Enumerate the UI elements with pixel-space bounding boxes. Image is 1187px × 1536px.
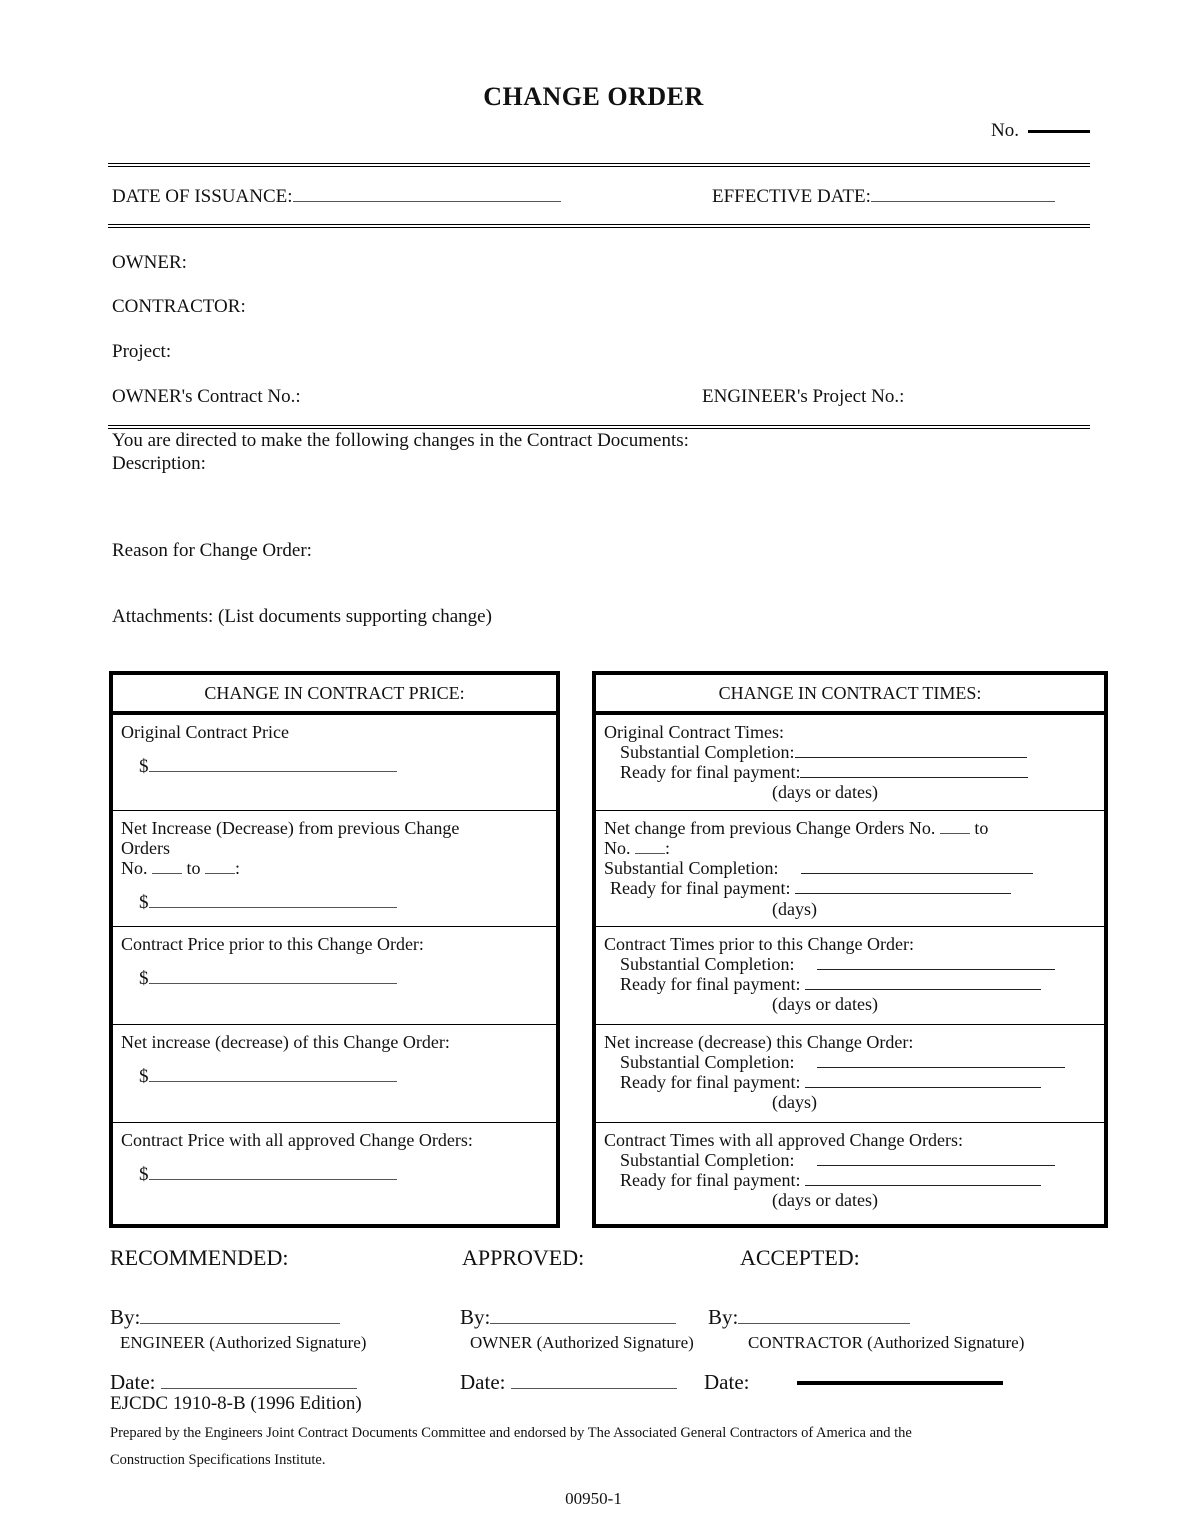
- change-order-number-label: No.: [991, 120, 1019, 141]
- page-number: 00950-1: [565, 1489, 622, 1508]
- price-row-title: Original Contract Price: [121, 722, 289, 742]
- final-payment-field[interactable]: [604, 878, 1104, 898]
- owner-label: OWNER:: [112, 252, 187, 273]
- by-label: By:: [460, 1305, 491, 1329]
- date-label: Date:: [704, 1370, 750, 1394]
- table-row: [596, 927, 1104, 1025]
- no-label: No.: [121, 858, 148, 879]
- price-amount-input[interactable]: [149, 757, 397, 772]
- table-row: [113, 811, 556, 927]
- table-row: [596, 1123, 1104, 1221]
- final-payment-input[interactable]: [805, 1073, 1041, 1088]
- final-payment-label: Ready for final payment:: [620, 974, 801, 995]
- body-divider: [108, 425, 1090, 429]
- price-row-title-cont: Orders: [121, 838, 170, 859]
- price-row-title: Net Increase (Decrease) from previous Change: [121, 818, 460, 838]
- price-row-amount-field[interactable]: [139, 756, 556, 777]
- times-row-units: (days): [772, 1092, 817, 1113]
- colon: :: [665, 838, 671, 859]
- times-row-units: (days or dates): [772, 782, 878, 803]
- header-divider-top: [108, 163, 1090, 167]
- substantial-completion-label: Substantial Completion:: [620, 954, 795, 975]
- times-row-units: (days or dates): [772, 994, 878, 1015]
- by-label: By:: [708, 1305, 739, 1329]
- date-of-issuance-label: DATE OF ISSUANCE:: [112, 186, 293, 207]
- effective-date-input[interactable]: [871, 187, 1055, 202]
- colon: :: [235, 858, 241, 879]
- date-label: Date:: [110, 1370, 156, 1394]
- substantial-completion-field[interactable]: [604, 742, 1104, 762]
- final-payment-label: Ready for final payment:: [620, 1170, 801, 1191]
- final-payment-label: Ready for final payment:: [620, 1072, 801, 1093]
- owner-signature-caption: OWNER (Authorized Signature): [470, 1333, 694, 1352]
- substantial-completion-label: Substantial Completion:: [604, 858, 779, 879]
- contractor-date-input[interactable]: [797, 1381, 1003, 1385]
- table-row: [113, 715, 556, 811]
- times-row-title: Net increase (decrease) this Change Order:: [604, 1032, 914, 1052]
- effective-date-label: EFFECTIVE DATE:: [712, 186, 871, 207]
- accepted-label: ACCEPTED:: [740, 1245, 860, 1270]
- final-payment-input[interactable]: [800, 763, 1028, 778]
- price-amount-input[interactable]: [149, 969, 397, 984]
- table-row: [113, 927, 556, 1025]
- contractor-signature-caption: CONTRACTOR (Authorized Signature): [748, 1333, 1025, 1352]
- owner-contract-no-label: OWNER's Contract No.:: [112, 386, 301, 407]
- change-in-contract-times-table: [592, 671, 1108, 1228]
- reason-for-change-order-label: Reason for Change Order:: [112, 540, 312, 561]
- owner-date-input[interactable]: [511, 1374, 677, 1389]
- price-row-amount-field[interactable]: [139, 892, 556, 913]
- substantial-completion-input[interactable]: [817, 1151, 1055, 1166]
- page-title: CHANGE ORDER: [483, 82, 704, 111]
- currency-symbol: $: [139, 892, 149, 914]
- times-row-order-to[interactable]: [604, 838, 1104, 858]
- substantial-completion-label: Substantial Completion:: [620, 742, 795, 763]
- currency-symbol: $: [139, 1066, 149, 1088]
- date-of-issuance-input[interactable]: [293, 187, 561, 202]
- substantial-completion-input[interactable]: [795, 743, 1027, 758]
- final-payment-field[interactable]: [604, 974, 1104, 994]
- final-payment-field[interactable]: [604, 1072, 1104, 1092]
- date-label: Date:: [460, 1370, 506, 1394]
- times-row-units: (days): [772, 898, 817, 919]
- engineer-date-input[interactable]: [161, 1374, 357, 1389]
- final-payment-field[interactable]: [604, 1170, 1104, 1190]
- contractor-signature-input[interactable]: [738, 1309, 910, 1324]
- no-label: No.: [604, 838, 631, 859]
- price-amount-input[interactable]: [149, 893, 397, 908]
- currency-symbol: $: [139, 968, 149, 990]
- substantial-completion-field[interactable]: [604, 954, 1104, 974]
- price-row-title: Net increase (decrease) of this Change Order:: [121, 1032, 450, 1052]
- contractor-date-field[interactable]: [704, 1370, 1003, 1395]
- times-row-title: Contract Times prior to this Change Order:: [604, 934, 914, 954]
- change-order-number-rule[interactable]: [1028, 130, 1090, 133]
- times-row-title: Contract Times with all approved Change Orders:: [604, 1130, 963, 1150]
- engineer-signature-field[interactable]: [110, 1305, 340, 1330]
- substantial-completion-input[interactable]: [817, 1053, 1065, 1068]
- description-label: Description:: [112, 453, 206, 474]
- currency-symbol: $: [139, 756, 149, 778]
- final-payment-input[interactable]: [795, 879, 1011, 894]
- approved-label: APPROVED:: [462, 1245, 585, 1270]
- substantial-completion-input[interactable]: [801, 859, 1033, 874]
- order-to-input[interactable]: [635, 841, 665, 854]
- price-amount-input[interactable]: [149, 1067, 397, 1082]
- order-to-input[interactable]: [205, 861, 235, 874]
- substantial-completion-label: Substantial Completion:: [620, 1052, 795, 1073]
- times-row-units: (days or dates): [772, 1190, 878, 1211]
- final-payment-input[interactable]: [805, 1171, 1041, 1186]
- engineer-signature-caption: ENGINEER (Authorized Signature): [120, 1333, 367, 1352]
- times-row-title: Original Contract Times:: [604, 722, 784, 742]
- final-payment-field[interactable]: [604, 762, 1104, 782]
- contractor-label: CONTRACTOR:: [112, 296, 246, 317]
- times-table-heading: CHANGE IN CONTRACT TIMES:: [596, 675, 1104, 715]
- table-row: [596, 1025, 1104, 1123]
- effective-date-field[interactable]: [712, 186, 1055, 208]
- form-identifier: EJCDC 1910-8-B (1996 Edition): [110, 1393, 362, 1414]
- contractor-signature-field[interactable]: [708, 1305, 910, 1330]
- table-row: [113, 1025, 556, 1123]
- table-row: [113, 1123, 556, 1221]
- change-in-contract-price-table: [109, 671, 560, 1228]
- recommended-label: RECOMMENDED:: [110, 1245, 289, 1270]
- price-table-heading: CHANGE IN CONTRACT PRICE:: [113, 675, 556, 715]
- final-payment-label: Ready for final payment:: [610, 878, 791, 899]
- price-row-title: Contract Price prior to this Change Order:: [121, 934, 424, 954]
- to-label: to: [186, 858, 201, 879]
- net-change-label: Net change from previous Change Orders No.: [604, 818, 936, 838]
- table-row: [596, 811, 1104, 927]
- owner-signature-field[interactable]: [460, 1305, 676, 1330]
- to-label: to: [974, 818, 989, 838]
- price-row-title: Contract Price with all approved Change Orders:: [121, 1130, 473, 1150]
- currency-symbol: $: [139, 1164, 149, 1186]
- substantial-completion-field[interactable]: [604, 1052, 1104, 1072]
- engineer-date-field[interactable]: [110, 1370, 357, 1395]
- substantial-completion-label: Substantial Completion:: [620, 1150, 795, 1171]
- substantial-completion-input[interactable]: [817, 955, 1055, 970]
- price-row-amount-field[interactable]: [139, 1164, 556, 1185]
- price-row-amount-field[interactable]: [139, 1066, 556, 1087]
- directed-text: You are directed to make the following changes in the Contract Documents:: [112, 430, 689, 451]
- final-payment-input[interactable]: [805, 975, 1041, 990]
- final-payment-label: Ready for final payment:: [620, 762, 801, 783]
- price-row-amount-field[interactable]: [139, 968, 556, 989]
- price-row-order-range[interactable]: [121, 858, 556, 878]
- header-divider-second: [108, 224, 1090, 228]
- attachments-label: Attachments: (List documents supporting change): [112, 606, 492, 627]
- owner-date-field[interactable]: [460, 1370, 677, 1395]
- engineer-project-no-label: ENGINEER's Project No.:: [702, 386, 905, 407]
- order-from-input[interactable]: [152, 861, 182, 874]
- substantial-completion-field[interactable]: [604, 1150, 1104, 1170]
- owner-signature-input[interactable]: [490, 1309, 676, 1324]
- engineer-signature-input[interactable]: [140, 1309, 340, 1324]
- order-from-input[interactable]: [940, 821, 970, 834]
- change-order-number-field[interactable]: [108, 120, 1090, 142]
- by-label: By:: [110, 1305, 141, 1329]
- project-label: Project:: [112, 341, 172, 362]
- substantial-completion-field[interactable]: [604, 858, 1104, 878]
- price-amount-input[interactable]: [149, 1165, 397, 1180]
- date-of-issuance-field[interactable]: [112, 186, 561, 208]
- times-row-title: [604, 818, 1104, 838]
- table-row: [596, 715, 1104, 811]
- prepared-by-note: Prepared by the Engineers Joint Contract Documents Committee and endorsed by The Associated General Contractors of America and the Construction Specifications Institute.: [110, 1425, 912, 1468]
